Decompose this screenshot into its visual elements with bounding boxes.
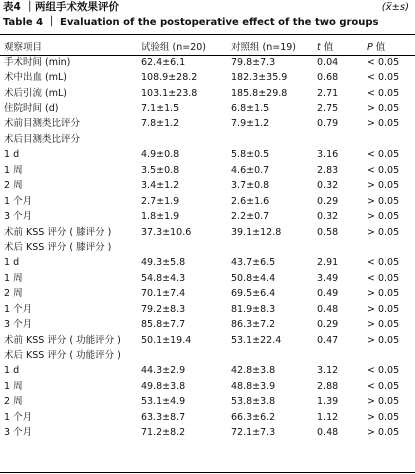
cell-control-value: 2.6±1.6 — [231, 195, 270, 207]
cell-p-value — [363, 240, 415, 255]
cell-p-value — [363, 348, 415, 363]
cell-trial-value — [137, 348, 227, 363]
cell-trial-value: 108.9±28.2 — [141, 72, 198, 84]
table-row — [0, 70, 415, 85]
cell-trial-value: 44.3±2.9 — [141, 365, 186, 377]
cell-p-value: < 0.05 — [367, 365, 400, 377]
cell-item: 2 周 — [4, 180, 23, 192]
cell-p-value: < 0.05 — [367, 72, 400, 84]
cell-t-value: 0.48 — [317, 303, 339, 315]
cell-item: 2 周 — [4, 288, 23, 300]
results-table — [0, 36, 415, 441]
cell-t-value: 0.79 — [317, 118, 339, 130]
cell-item: 1 d — [4, 365, 20, 377]
cell-item: 术后 KSS 评分 ( 功能评分 ) — [4, 350, 121, 362]
table-title-english: Table 4 ｜ Evaluation of the postoperative effect of the two groups — [3, 17, 379, 28]
cell-control-value: 66.3±6.2 — [231, 411, 276, 423]
table-body — [0, 55, 415, 441]
cell-control-value: 81.9±8.3 — [231, 303, 276, 315]
cell-control-value: 185.8±29.8 — [231, 87, 288, 99]
cell-p-value: > 0.05 — [367, 427, 400, 439]
cell-t-value: 0.48 — [317, 427, 339, 439]
bottom-rule — [0, 472, 415, 473]
cell-trial-value: 53.1±4.9 — [141, 396, 186, 408]
cell-control-value: 86.3±7.2 — [231, 319, 276, 331]
table-row — [0, 271, 415, 286]
cell-control-value: 42.8±3.8 — [231, 365, 276, 377]
cell-control-value: 5.8±0.5 — [231, 149, 270, 161]
cell-item: 3 个月 — [4, 427, 33, 439]
table-row — [0, 117, 415, 132]
cell-t-value: 0.32 — [317, 211, 339, 223]
cell-p-value: < 0.05 — [367, 257, 400, 269]
cell-trial-value: 49.3±5.8 — [141, 257, 186, 269]
header-t-suffix: 值 — [320, 41, 334, 53]
cell-t-value — [313, 240, 363, 255]
table-row — [0, 240, 415, 255]
cell-control-value: 7.9±1.2 — [231, 118, 270, 130]
header-item: 观察项目 — [4, 41, 43, 53]
top-rule — [0, 34, 415, 35]
cell-t-value: 1.12 — [317, 411, 339, 423]
cell-item: 1 d — [4, 257, 20, 269]
cell-trial-value: 62.4±6.1 — [141, 56, 186, 68]
cell-control-value: 6.8±1.5 — [231, 103, 270, 115]
cell-trial-value: 37.3±10.6 — [141, 226, 192, 238]
header-p-value — [363, 36, 415, 55]
cell-item: 1 个月 — [4, 195, 33, 207]
cell-p-value: > 0.05 — [367, 226, 400, 238]
cell-control-value: 53.8±3.8 — [231, 396, 276, 408]
cell-t-value: 2.88 — [317, 380, 339, 392]
cell-item: 术后引流 (mL) — [4, 87, 67, 99]
cell-item: 3 个月 — [4, 319, 33, 331]
table-row — [0, 333, 415, 348]
table-row — [0, 379, 415, 394]
cell-p-value: < 0.05 — [367, 149, 400, 161]
cell-item: 1 d — [4, 149, 20, 161]
cell-t-value: 3.16 — [317, 149, 339, 161]
cell-t-value: 2.83 — [317, 164, 339, 176]
cell-trial-value: 54.8±4.3 — [141, 272, 186, 284]
table-title-chinese: 表4 ｜两组手术效果评价 — [3, 1, 119, 13]
cell-item: 3 个月 — [4, 211, 33, 223]
cell-control-value — [227, 132, 313, 147]
cell-trial-value — [137, 132, 227, 147]
cell-trial-value: 7.8±1.2 — [141, 118, 180, 130]
cell-p-value: > 0.05 — [367, 303, 400, 315]
table-row — [0, 256, 415, 271]
cell-control-value: 182.3±35.9 — [231, 72, 288, 84]
cell-item: 1 个月 — [4, 411, 33, 423]
cell-trial-value — [137, 240, 227, 255]
table-row — [0, 225, 415, 240]
cell-trial-value: 1.8±1.9 — [141, 211, 180, 223]
cell-t-value: 0.49 — [317, 288, 339, 300]
cell-t-value: 3.12 — [317, 365, 339, 377]
cell-p-value: < 0.05 — [367, 56, 400, 68]
cell-p-value: > 0.05 — [367, 411, 400, 423]
header-t-symbol: t — [317, 41, 321, 53]
cell-item: 手术时间 (min) — [4, 56, 71, 68]
cell-item: 术前 KSS 评分 ( 膝评分 ) — [4, 226, 112, 238]
cell-p-value: > 0.05 — [367, 288, 400, 300]
cell-t-value — [313, 348, 363, 363]
table-row — [0, 194, 415, 209]
cell-trial-value: 3.5±0.8 — [141, 164, 180, 176]
cell-trial-value: 79.2±8.3 — [141, 303, 186, 315]
cell-p-value: > 0.05 — [367, 180, 400, 192]
table-row — [0, 410, 415, 425]
cell-t-value: 0.68 — [317, 72, 339, 84]
table-row — [0, 426, 415, 441]
table-row — [0, 364, 415, 379]
cell-control-value — [227, 240, 313, 255]
cell-control-value: 39.1±12.8 — [231, 226, 282, 238]
cell-trial-value: 2.7±1.9 — [141, 195, 180, 207]
cell-t-value: 2.71 — [317, 87, 339, 99]
cell-p-value: < 0.05 — [367, 272, 400, 284]
cell-trial-value: 7.1±1.5 — [141, 103, 180, 115]
header-trial-group: 试验组 (n=20) — [141, 41, 207, 53]
cell-item: 1 周 — [4, 380, 23, 392]
header-p-suffix: 值 — [372, 41, 386, 53]
cell-p-value: > 0.05 — [367, 319, 400, 331]
cell-control-value: 72.1±7.3 — [231, 427, 276, 439]
cell-p-value: > 0.05 — [367, 334, 400, 346]
cell-trial-value: 103.1±23.8 — [141, 87, 198, 99]
cell-item: 术前目测类比评分 — [4, 118, 81, 130]
cell-control-value: 3.7±0.8 — [231, 180, 270, 192]
cell-trial-value: 4.9±0.8 — [141, 149, 180, 161]
table-row — [0, 209, 415, 224]
cell-control-value: 50.8±4.4 — [231, 272, 276, 284]
cell-control-value — [227, 348, 313, 363]
table-row — [0, 395, 415, 410]
header-row — [0, 36, 415, 55]
cell-t-value: 0.29 — [317, 319, 339, 331]
cell-item: 2 周 — [4, 396, 23, 408]
table-unit-note: (x̅±s) — [381, 2, 409, 13]
cell-trial-value: 50.1±19.4 — [141, 334, 192, 346]
table-row — [0, 148, 415, 163]
cell-control-value: 69.5±6.4 — [231, 288, 276, 300]
cell-t-value: 0.29 — [317, 195, 339, 207]
cell-item: 术中出血 (mL) — [4, 72, 67, 84]
cell-t-value: 0.32 — [317, 180, 339, 192]
cell-item: 术后 KSS 评分 ( 膝评分 ) — [4, 241, 112, 253]
table-row — [0, 55, 415, 70]
table-row — [0, 163, 415, 178]
cell-t-value: 1.39 — [317, 396, 339, 408]
table-row — [0, 101, 415, 116]
cell-control-value: 48.8±3.9 — [231, 380, 276, 392]
cell-trial-value: 63.3±8.7 — [141, 411, 186, 423]
cell-control-value: 43.7±6.5 — [231, 257, 276, 269]
cell-item: 1 个月 — [4, 303, 33, 315]
cell-p-value: > 0.05 — [367, 195, 400, 207]
cell-trial-value: 49.8±3.8 — [141, 380, 186, 392]
cell-trial-value: 85.8±7.7 — [141, 319, 186, 331]
cell-control-value: 4.6±0.7 — [231, 164, 270, 176]
cell-p-value: < 0.05 — [367, 164, 400, 176]
table-row — [0, 86, 415, 101]
cell-p-value: < 0.05 — [367, 380, 400, 392]
cell-t-value — [313, 132, 363, 147]
header-p-symbol: P — [367, 41, 373, 53]
cell-t-value: 0.47 — [317, 334, 339, 346]
table-row — [0, 302, 415, 317]
cell-item: 术后目测类比评分 — [4, 133, 81, 145]
cell-p-value: > 0.05 — [367, 118, 400, 130]
cell-p-value — [363, 132, 415, 147]
cell-p-value: > 0.05 — [367, 103, 400, 115]
cell-item: 1 周 — [4, 272, 23, 284]
cell-p-value: < 0.05 — [367, 87, 400, 99]
header-control-group: 对照组 (n=19) — [231, 41, 297, 53]
table-row — [0, 317, 415, 332]
table-row — [0, 132, 415, 147]
header-t-value — [313, 36, 363, 55]
cell-t-value: 3.49 — [317, 272, 339, 284]
cell-p-value: > 0.05 — [367, 211, 400, 223]
cell-t-value: 2.75 — [317, 103, 339, 115]
cell-control-value: 53.1±22.4 — [231, 334, 282, 346]
cell-trial-value: 3.4±1.2 — [141, 180, 180, 192]
cell-trial-value: 71.2±8.2 — [141, 427, 186, 439]
table-row — [0, 348, 415, 363]
cell-t-value: 0.04 — [317, 56, 339, 68]
cell-t-value: 0.58 — [317, 226, 339, 238]
cell-item: 术前 KSS 评分 ( 功能评分 ) — [4, 334, 121, 346]
table-row — [0, 179, 415, 194]
cell-control-value: 2.2±0.7 — [231, 211, 270, 223]
cell-t-value: 2.91 — [317, 257, 339, 269]
cell-p-value: > 0.05 — [367, 396, 400, 408]
cell-control-value: 79.8±7.3 — [231, 56, 276, 68]
table-row — [0, 287, 415, 302]
cell-trial-value: 70.1±7.4 — [141, 288, 186, 300]
cell-item: 住院时间 (d) — [4, 103, 59, 115]
cell-item: 1 周 — [4, 164, 23, 176]
